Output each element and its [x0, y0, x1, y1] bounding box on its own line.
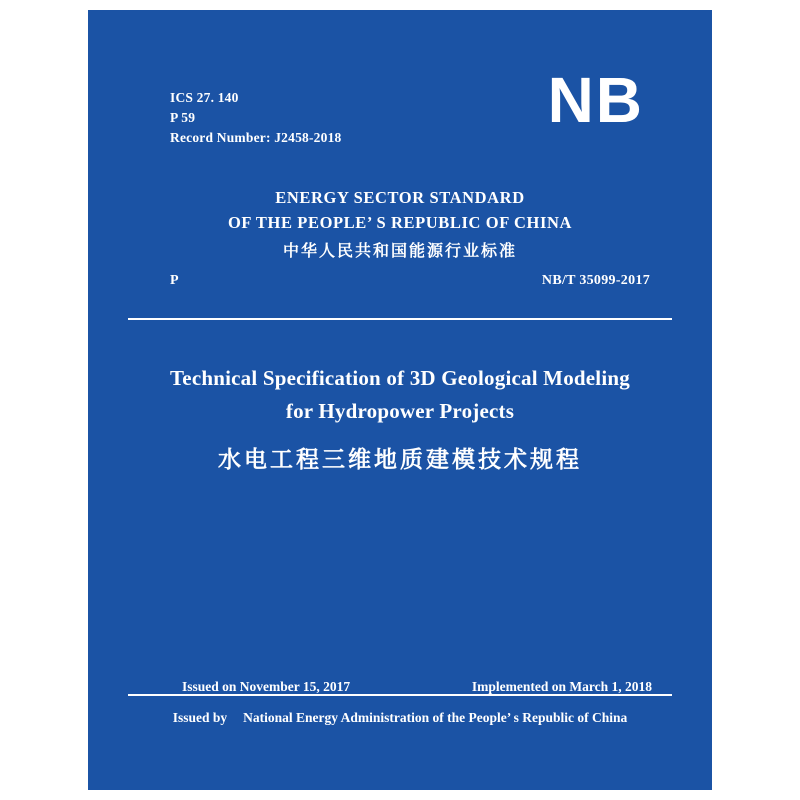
implementation-date: Implemented on March 1, 2018	[471, 679, 652, 694]
standard-number: NB/T 35099-2017	[541, 273, 650, 288]
issued-by-label: Issued by	[172, 710, 228, 725]
ics-number: ICS 27. 140	[170, 90, 239, 105]
issuing-body-english	[88, 185, 712, 235]
dates-row	[88, 679, 712, 701]
standard-code-row	[88, 273, 712, 293]
issuing-body-chinese: 中华人民共和国能源行业标准	[282, 241, 517, 260]
ics-classification-block	[170, 88, 341, 148]
nb-logo: NB	[547, 64, 644, 136]
issuer-line	[88, 710, 712, 726]
cover-header	[88, 10, 712, 310]
issue-date: Issued on November 15, 2017	[182, 679, 351, 694]
issuing-body-english-line1: ENERGY SECTOR STANDARD	[275, 188, 525, 207]
document-title	[88, 362, 712, 474]
issuing-body-english-line2: OF THE PEOPLE’ S REPUBLIC OF CHINA	[227, 213, 573, 232]
divider-bottom	[128, 694, 672, 696]
title-chinese: 水电工程三维地质建模技术规程	[218, 447, 582, 473]
record-number: Record Number: J2458-2018	[170, 130, 342, 145]
divider-top	[128, 318, 672, 320]
classification-letter: P	[170, 273, 179, 288]
title-english-line2: for Hydropower Projects	[285, 399, 515, 423]
classification-number: P 59	[170, 110, 196, 125]
title-english-line1: Technical Specification of 3D Geological Modeling	[170, 366, 630, 390]
standard-cover	[88, 10, 712, 790]
issued-by-organization: National Energy Administration of the People’ s Republic of China	[243, 710, 628, 725]
